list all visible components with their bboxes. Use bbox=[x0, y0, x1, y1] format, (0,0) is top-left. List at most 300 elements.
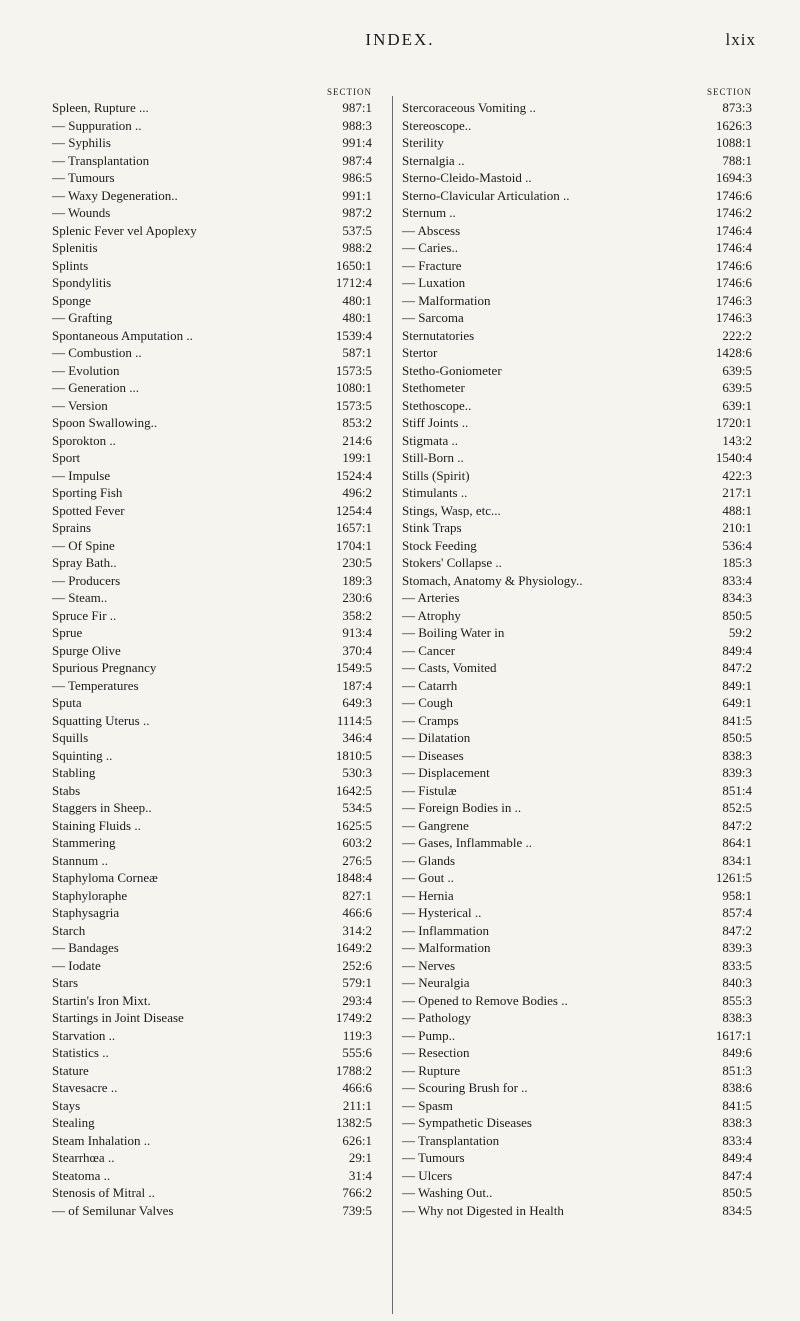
index-term: Staphyloraphe bbox=[52, 887, 128, 903]
index-term: — Rupture bbox=[402, 1062, 461, 1078]
index-entry bbox=[402, 257, 756, 275]
index-entry bbox=[402, 607, 756, 625]
index-term: Stays bbox=[52, 1097, 81, 1113]
index-entry bbox=[402, 869, 756, 887]
index-entry bbox=[402, 1079, 756, 1097]
index-entry bbox=[52, 432, 384, 450]
section-number: 1573:5 bbox=[335, 397, 372, 413]
section-number: 1657:1 bbox=[335, 520, 372, 535]
index-entry bbox=[402, 939, 756, 957]
index-term: Stethometer bbox=[402, 380, 465, 395]
index-entry bbox=[52, 117, 384, 135]
index-term: — Syphilis bbox=[52, 135, 111, 150]
index-term: — Transplantation bbox=[52, 152, 150, 168]
section-number: 626:1 bbox=[342, 1132, 372, 1148]
index-entry bbox=[402, 764, 756, 782]
index-entry bbox=[52, 1027, 384, 1045]
index-term: Statistics .. bbox=[52, 1045, 109, 1060]
index-term: Spleen, Rupture ... bbox=[52, 100, 149, 115]
index-term: — Malformation bbox=[402, 292, 491, 308]
section-column-header: SECTION bbox=[707, 87, 752, 97]
section-number: 847:2 bbox=[722, 817, 752, 833]
index-term: — Transplantation bbox=[402, 1132, 500, 1148]
section-number: 187:4 bbox=[342, 677, 372, 693]
section-number: 211:1 bbox=[342, 1097, 372, 1113]
index-term: Spruce Fir .. bbox=[52, 607, 117, 623]
index-entry bbox=[402, 1044, 756, 1062]
section-number: 853:2 bbox=[342, 415, 372, 430]
index-term: — Cancer bbox=[402, 642, 456, 658]
section-number: 988:3 bbox=[342, 117, 372, 133]
index-term: — Gangrene bbox=[402, 817, 469, 833]
index-entry bbox=[402, 327, 756, 345]
index-term: Sponge bbox=[52, 292, 91, 308]
index-entry bbox=[402, 1027, 756, 1045]
index-term: — Casts, Vomited bbox=[402, 660, 497, 675]
index-term: Staphyloma Corneæ bbox=[52, 870, 158, 885]
index-term: Stimulants .. bbox=[402, 485, 468, 500]
section-number: 1254:4 bbox=[335, 502, 372, 518]
section-number: 988:2 bbox=[342, 240, 372, 255]
index-term: Sporokton .. bbox=[52, 432, 116, 448]
index-term: — Malformation bbox=[402, 940, 491, 955]
index-term: Spoon Swallowing.. bbox=[52, 415, 158, 430]
index-term: Startings in Joint Disease bbox=[52, 1010, 184, 1025]
index-term: — Glands bbox=[402, 852, 456, 868]
index-entry bbox=[52, 344, 384, 362]
index-term: Staining Fluids .. bbox=[52, 817, 141, 833]
index-entry bbox=[402, 852, 756, 870]
index-term: — Opened to Remove Bodies .. bbox=[402, 992, 568, 1008]
section-number: 346:4 bbox=[342, 730, 372, 745]
section-number: 1382:5 bbox=[335, 1115, 372, 1130]
section-number: 739:5 bbox=[342, 1202, 372, 1218]
index-term: Splenitis bbox=[52, 240, 98, 255]
index-term: — Luxation bbox=[402, 275, 466, 290]
index-entry bbox=[52, 992, 384, 1010]
section-number: 217:1 bbox=[722, 485, 752, 500]
index-entry bbox=[402, 379, 756, 397]
section-number: 1625:5 bbox=[335, 817, 372, 833]
index-term: Stature bbox=[52, 1062, 89, 1078]
index-term: — Fistulæ bbox=[402, 782, 457, 798]
section-number: 1746:2 bbox=[715, 205, 752, 220]
index-entry bbox=[402, 817, 756, 835]
section-number: 873:3 bbox=[722, 100, 752, 115]
index-term: Still-Born .. bbox=[402, 450, 464, 465]
section-number: 847:4 bbox=[722, 1167, 752, 1183]
index-entry bbox=[52, 187, 384, 205]
index-entry bbox=[52, 694, 384, 712]
section-number: 1626:3 bbox=[715, 117, 752, 133]
index-entry bbox=[402, 414, 756, 432]
index-entry bbox=[402, 747, 756, 765]
index-entry bbox=[52, 379, 384, 397]
section-number: 1746:3 bbox=[715, 292, 752, 308]
index-term: — Diseases bbox=[402, 747, 464, 763]
section-number: 293:4 bbox=[342, 992, 372, 1008]
page-header bbox=[0, 30, 800, 60]
section-number: 851:3 bbox=[722, 1062, 752, 1078]
index-entry bbox=[52, 589, 384, 607]
section-number: 1088:1 bbox=[715, 135, 752, 150]
index-term: Stavesacre .. bbox=[52, 1080, 118, 1095]
index-entry bbox=[402, 309, 756, 327]
section-number: 480:1 bbox=[342, 310, 372, 325]
index-term: Staphysagria bbox=[52, 905, 120, 920]
section-number: 827:1 bbox=[342, 887, 372, 903]
index-entry bbox=[402, 834, 756, 852]
index-entry bbox=[52, 449, 384, 467]
section-number: 913:4 bbox=[342, 625, 372, 640]
section-number: 358:2 bbox=[342, 607, 372, 623]
index-term: — Evolution bbox=[52, 362, 120, 378]
index-entry bbox=[52, 1202, 384, 1220]
index-entry bbox=[402, 1149, 756, 1167]
index-entry bbox=[52, 607, 384, 625]
index-term: — Temperatures bbox=[52, 677, 139, 693]
index-entry bbox=[402, 1114, 756, 1132]
index-entry bbox=[52, 397, 384, 415]
index-entry bbox=[52, 554, 384, 572]
index-term: — Tumours bbox=[402, 1150, 465, 1165]
index-entry bbox=[402, 449, 756, 467]
section-number: 587:1 bbox=[342, 345, 372, 360]
section-number: 422:3 bbox=[722, 467, 752, 483]
section-number: 1746:6 bbox=[715, 257, 752, 273]
section-number: 987:1 bbox=[342, 100, 372, 115]
index-entry bbox=[52, 292, 384, 310]
index-entry bbox=[52, 957, 384, 975]
index-entry bbox=[402, 589, 756, 607]
section-number: 29:1 bbox=[348, 1150, 372, 1165]
index-entry bbox=[402, 239, 756, 257]
section-number: 766:2 bbox=[342, 1185, 372, 1200]
section-number: 143:2 bbox=[722, 432, 752, 448]
index-entry bbox=[52, 274, 384, 292]
index-entry bbox=[52, 99, 384, 117]
index-entry bbox=[52, 624, 384, 642]
index-entry bbox=[52, 817, 384, 835]
section-number: 370:4 bbox=[342, 642, 372, 658]
index-term: — Impulse bbox=[52, 467, 111, 483]
index-term: Stigmata .. bbox=[402, 432, 458, 448]
index-entry bbox=[402, 1009, 756, 1027]
section-number: 1114:5 bbox=[336, 712, 372, 728]
index-entries-left bbox=[52, 99, 384, 1219]
index-term: Stiff Joints .. bbox=[402, 415, 469, 430]
index-term: — Displacement bbox=[402, 765, 490, 780]
section-number: 480:1 bbox=[342, 292, 372, 308]
index-term: — Why not Digested in Health bbox=[402, 1202, 564, 1218]
index-entry bbox=[52, 677, 384, 695]
index-term: Stars bbox=[52, 975, 78, 990]
index-entry bbox=[52, 204, 384, 222]
index-entry bbox=[52, 572, 384, 590]
index-term: Steam Inhalation .. bbox=[52, 1132, 151, 1148]
index-term: Stabling bbox=[52, 765, 96, 780]
section-number: 1428:6 bbox=[715, 345, 752, 360]
section-number: 847:2 bbox=[722, 922, 752, 938]
section-number: 466:6 bbox=[342, 1080, 372, 1095]
index-term: — Hernia bbox=[402, 887, 454, 903]
index-term: — Neuralgia bbox=[402, 975, 470, 990]
section-number: 1810:5 bbox=[335, 747, 372, 763]
index-term: Squills bbox=[52, 730, 89, 745]
index-entry bbox=[52, 362, 384, 380]
section-number: 840:3 bbox=[722, 975, 752, 990]
section-number: 834:1 bbox=[722, 852, 752, 868]
section-number: 222:2 bbox=[722, 327, 752, 343]
section-number: 788:1 bbox=[722, 152, 752, 168]
section-number: 987:2 bbox=[342, 205, 372, 220]
section-number: 214:6 bbox=[342, 432, 372, 448]
section-number: 833:5 bbox=[722, 957, 752, 973]
index-entry bbox=[402, 1167, 756, 1185]
index-entry bbox=[52, 152, 384, 170]
section-number: 1694:3 bbox=[715, 170, 752, 185]
index-entry bbox=[52, 257, 384, 275]
index-term: Sport bbox=[52, 450, 81, 465]
index-term: Stomach, Anatomy & Physiology.. bbox=[402, 572, 583, 588]
index-term: — Version bbox=[52, 397, 108, 413]
index-entry bbox=[402, 624, 756, 642]
index-entry bbox=[402, 1132, 756, 1150]
section-number: 649:3 bbox=[342, 695, 372, 710]
index-term: — Ulcers bbox=[402, 1167, 453, 1183]
section-number: 59:2 bbox=[728, 625, 752, 640]
index-term: — Gases, Inflammable .. bbox=[402, 835, 532, 850]
index-entry bbox=[402, 274, 756, 292]
index-term: Spray Bath.. bbox=[52, 555, 117, 570]
index-entry bbox=[52, 782, 384, 800]
section-number: 1720:1 bbox=[715, 415, 752, 430]
section-number: 1848:4 bbox=[335, 870, 372, 885]
index-entry bbox=[52, 1097, 384, 1115]
index-term: — Pump.. bbox=[402, 1027, 456, 1043]
section-number: 841:5 bbox=[722, 712, 752, 728]
index-term: Spondylitis bbox=[52, 275, 112, 290]
index-entry bbox=[402, 467, 756, 485]
section-number: 639:1 bbox=[722, 397, 752, 413]
page-title: INDEX. bbox=[365, 30, 435, 49]
index-entry bbox=[402, 904, 756, 922]
index-term: Sternutatories bbox=[402, 327, 475, 343]
index-term: Stokers' Collapse .. bbox=[402, 555, 502, 570]
section-number: 530:3 bbox=[342, 765, 372, 780]
index-entry bbox=[52, 1079, 384, 1097]
index-term: — Generation ... bbox=[52, 380, 140, 395]
index-term: Squatting Uterus .. bbox=[52, 712, 150, 728]
index-entry bbox=[402, 502, 756, 520]
index-entry bbox=[402, 782, 756, 800]
section-number: 1788:2 bbox=[335, 1062, 372, 1078]
index-entry bbox=[52, 1184, 384, 1202]
index-term: Starch bbox=[52, 922, 86, 938]
index-term: — of Semilunar Valves bbox=[52, 1202, 174, 1218]
section-number: 276:5 bbox=[342, 852, 372, 868]
index-term: Stills (Spirit) bbox=[402, 467, 470, 483]
section-number: 1746:3 bbox=[715, 310, 752, 325]
index-term: Stealing bbox=[52, 1115, 95, 1130]
section-number: 958:1 bbox=[722, 887, 752, 903]
index-term: — Combustion .. bbox=[52, 345, 142, 360]
index-entry bbox=[402, 397, 756, 415]
index-entry bbox=[52, 519, 384, 537]
index-entry bbox=[402, 169, 756, 187]
section-number: 1617:1 bbox=[715, 1027, 752, 1043]
section-number: 496:2 bbox=[342, 485, 372, 500]
section-number: 199:1 bbox=[342, 450, 372, 465]
index-term: Spurge Olive bbox=[52, 642, 121, 658]
index-term: Stercoraceous Vomiting .. bbox=[402, 100, 536, 115]
index-term: — Steam.. bbox=[52, 590, 108, 605]
index-term: — Cough bbox=[402, 695, 453, 710]
index-term: Sterno-Cleido-Mastoid .. bbox=[402, 170, 532, 185]
index-entry bbox=[402, 222, 756, 240]
section-number: 1540:4 bbox=[715, 450, 752, 465]
index-entry bbox=[52, 764, 384, 782]
section-number: 1524:4 bbox=[335, 467, 372, 483]
section-number: 850:5 bbox=[722, 607, 752, 623]
index-term: — Dilatation bbox=[402, 730, 471, 745]
index-entry bbox=[52, 1044, 384, 1062]
section-number: 1549:5 bbox=[335, 660, 372, 675]
index-entry bbox=[402, 204, 756, 222]
index-term: Stethoscope.. bbox=[402, 397, 472, 413]
index-entry bbox=[402, 642, 756, 660]
index-term: — Bandages bbox=[52, 940, 119, 955]
section-number: 210:1 bbox=[722, 520, 752, 535]
section-number: 185:3 bbox=[722, 555, 752, 570]
index-term: — Fracture bbox=[402, 257, 462, 273]
index-entry bbox=[402, 187, 756, 205]
section-number: 314:2 bbox=[342, 922, 372, 938]
index-entry bbox=[402, 712, 756, 730]
index-entry bbox=[52, 467, 384, 485]
index-entry bbox=[52, 169, 384, 187]
index-entry bbox=[52, 222, 384, 240]
section-number: 1746:4 bbox=[715, 240, 752, 255]
index-term: Startin's Iron Mixt. bbox=[52, 992, 151, 1008]
index-entry bbox=[52, 1167, 384, 1185]
index-term: — Boiling Water in bbox=[402, 625, 505, 640]
section-number: 579:1 bbox=[342, 975, 372, 990]
index-entry bbox=[402, 432, 756, 450]
index-entry bbox=[402, 992, 756, 1010]
index-term: Sterility bbox=[402, 135, 444, 150]
index-term: — Arteries bbox=[402, 590, 460, 605]
index-entry bbox=[52, 327, 384, 345]
index-term: Sporting Fish bbox=[52, 485, 123, 500]
index-term: — Hysterical .. bbox=[402, 905, 482, 920]
index-column-left bbox=[52, 87, 384, 1317]
index-entry bbox=[52, 834, 384, 852]
section-number: 1704:1 bbox=[335, 537, 372, 553]
index-entries-right bbox=[402, 99, 756, 1219]
section-number: 847:2 bbox=[722, 660, 752, 675]
index-term: Steatoma .. bbox=[52, 1167, 111, 1183]
section-number: 839:3 bbox=[722, 765, 752, 780]
index-term: — Pathology bbox=[402, 1010, 471, 1025]
section-number: 189:3 bbox=[342, 572, 372, 588]
index-entry bbox=[52, 799, 384, 817]
index-term: — Of Spine bbox=[52, 537, 115, 553]
section-number: 536:4 bbox=[722, 537, 752, 553]
section-number: 838:6 bbox=[722, 1080, 752, 1095]
index-entry bbox=[52, 659, 384, 677]
page-number: lxix bbox=[725, 30, 756, 49]
index-entry bbox=[402, 292, 756, 310]
index-entry bbox=[52, 1114, 384, 1132]
index-term: — Producers bbox=[52, 572, 121, 588]
column-divider bbox=[392, 96, 393, 1314]
section-number: 991:4 bbox=[342, 135, 372, 150]
index-term: — Nerves bbox=[402, 957, 456, 973]
index-entry bbox=[52, 1149, 384, 1167]
section-number: 466:6 bbox=[342, 905, 372, 920]
index-term: Stearrhœa .. bbox=[52, 1150, 115, 1165]
index-entry bbox=[402, 484, 756, 502]
index-entry bbox=[52, 974, 384, 992]
index-entry bbox=[402, 957, 756, 975]
index-term: Stertor bbox=[402, 345, 438, 360]
index-entry bbox=[402, 344, 756, 362]
index-entry bbox=[52, 642, 384, 660]
section-number: 834:3 bbox=[722, 590, 752, 605]
section-number: 1261:5 bbox=[715, 870, 752, 885]
index-entry bbox=[402, 1062, 756, 1080]
index-term: Stenosis of Mitral .. bbox=[52, 1185, 155, 1200]
section-number: 488:1 bbox=[722, 502, 752, 518]
index-entry bbox=[402, 1184, 756, 1202]
index-term: — Sympathetic Diseases bbox=[402, 1115, 532, 1130]
section-number: 834:5 bbox=[722, 1202, 752, 1218]
section-number: 833:4 bbox=[722, 1132, 752, 1148]
index-term: Stannum .. bbox=[52, 852, 108, 868]
index-entry bbox=[402, 99, 756, 117]
section-number: 1642:5 bbox=[335, 782, 372, 798]
index-term: — Resection bbox=[402, 1045, 470, 1060]
index-entry bbox=[402, 152, 756, 170]
index-entry bbox=[52, 712, 384, 730]
index-entry bbox=[52, 887, 384, 905]
index-term: Spotted Fever bbox=[52, 502, 125, 518]
index-term: Splenic Fever vel Apoplexy bbox=[52, 222, 197, 238]
index-term: Sputa bbox=[52, 695, 82, 710]
section-number: 852:5 bbox=[722, 800, 752, 815]
index-entry bbox=[52, 869, 384, 887]
section-number: 603:2 bbox=[342, 835, 372, 850]
section-number: 850:5 bbox=[722, 1185, 752, 1200]
index-entry bbox=[52, 309, 384, 327]
index-term: — Wounds bbox=[52, 205, 111, 220]
section-number: 1539:4 bbox=[335, 327, 372, 343]
index-entry bbox=[52, 747, 384, 765]
section-number: 849:4 bbox=[722, 1150, 752, 1165]
index-entry bbox=[52, 939, 384, 957]
index-term: — Washing Out.. bbox=[402, 1185, 493, 1200]
section-number: 986:5 bbox=[342, 170, 372, 185]
section-column-header: SECTION bbox=[327, 87, 372, 97]
index-term: — Iodate bbox=[52, 957, 101, 973]
index-entry bbox=[52, 537, 384, 555]
index-entry bbox=[402, 729, 756, 747]
section-number: 987:4 bbox=[342, 152, 372, 168]
index-entry bbox=[52, 134, 384, 152]
index-entry bbox=[402, 572, 756, 590]
index-entry bbox=[402, 1202, 756, 1220]
